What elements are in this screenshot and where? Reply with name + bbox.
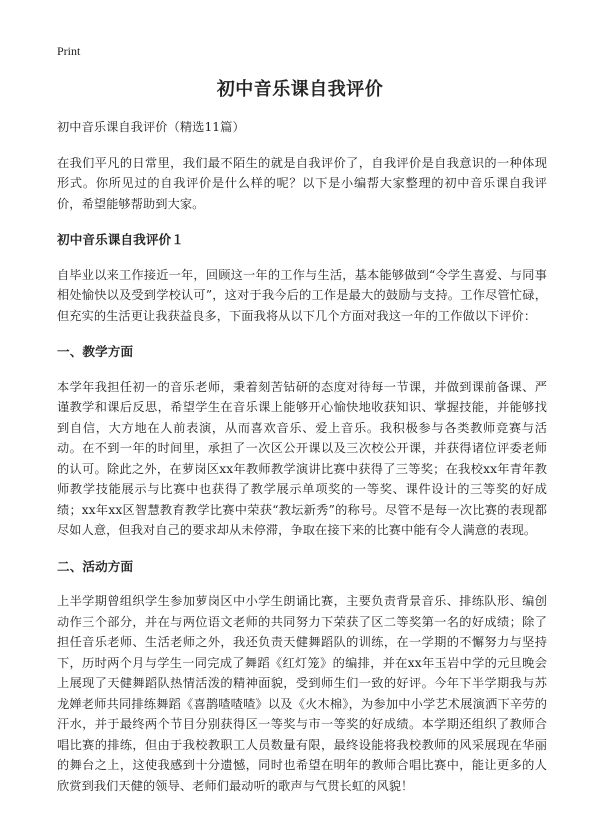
teaching-heading: 一、教学方面	[57, 344, 134, 359]
activity-paragraph: 上半学期曾组织学生参加萝岗区中小学生朗诵比赛，主要负责背景音乐、排练队形、编创动作三个部分，并在与两位语文老师的共同努力下荣获了区二等奖第一名的好成绩；除了担任音乐老师、生活老师之外，我还负责天健舞蹈队的训练，在一学期的不懈努力与坚持下，历时两个月与学生一同完成了舞蹈《红灯笼》的编排，并在xx年玉岩中学的元旦晚会上展现了天健舞蹈队热情活泼的精神面貌，受到师生们一致的好评。今年下半学期我与苏龙婵老师共同排练舞蹈《喜鹊喳喳喳》以及《火木棉》，为参加中小学艺术展演洒下辛劳的汗水，并于最终两个节目分别获得区一等奖与市一等奖的好成绩。本学期还组织了教师合唱比赛的排练，但由于我校教职工人员数量有限，最终设能将我校教师的风采展现在华丽的舞台之上，这使我感到十分遗憾，同时也希望在明年的教师合唱比赛中，能让更多的人欣赏到我们天健的领导、老师们最动听的歌声与气贯长虹的风貌！	[57, 594, 547, 793]
section1-paragraph: 自毕业以来工作接近一年，回顾这一年的工作与生活，基本能够做到“令学生喜爱、与同事相处愉快以及受到学校认可”，这对于我今后的工作是最大的鼓励与支持。工作尽管忙碌，但充实的生活更让我获益良多，下面我将从以下几个方面对我这一年的工作做以下评价：	[57, 267, 547, 323]
teaching-paragraph: 本学年我担任初一的音乐老师，秉着刻苦钻研的态度对待每一节课，并做到课前备课、严谨教学和课后反思，希望学生在音乐课上能够开心愉快地收获知识、掌握技能，并能够找到自信，大方地在人前表演，从而喜欢音乐、爱上音乐。我积极参与各类教师竞赛与活动。在不到一年的时间里，承担了一次区公开课以及三次校公开课，并获得诸位评委老师的认可。除此之外，在萝岗区xx年教师教学演讲比赛中获得了三等奖；在我校xx年青年教师教学技能展示与比赛中也获得了教学展示单项奖的一等奖、课件设计的三等奖的好成绩；xx年xx区智慧教育教学比赛中荣获“教坛新秀”的称号。尽管不是每一次比赛的表现都尽如人意，但我对自己的要求却从未停滞，争取在接下来的比赛中能有令人满意的表现。	[57, 379, 547, 537]
section-heading-1: 初中音乐课自我评价１	[57, 232, 184, 247]
intro-paragraph: 在我们平凡的日常里，我们最不陌生的就是自我评价了，自我评价是自我意识的一种体现形式。你所见过的自我评价是什么样的呢？以下是小编帮大家整理的初中音乐课自我评价，希望能够帮助到大家。	[57, 155, 547, 211]
activity-heading: 二、活动方面	[57, 558, 134, 574]
print-link[interactable]: Print	[57, 44, 81, 58]
page-title: 初中音乐课自我评价	[216, 79, 384, 100]
article-body	[57, 117, 547, 796]
article-subtitle: 初中音乐课自我评价（精选11篇）	[57, 120, 245, 134]
